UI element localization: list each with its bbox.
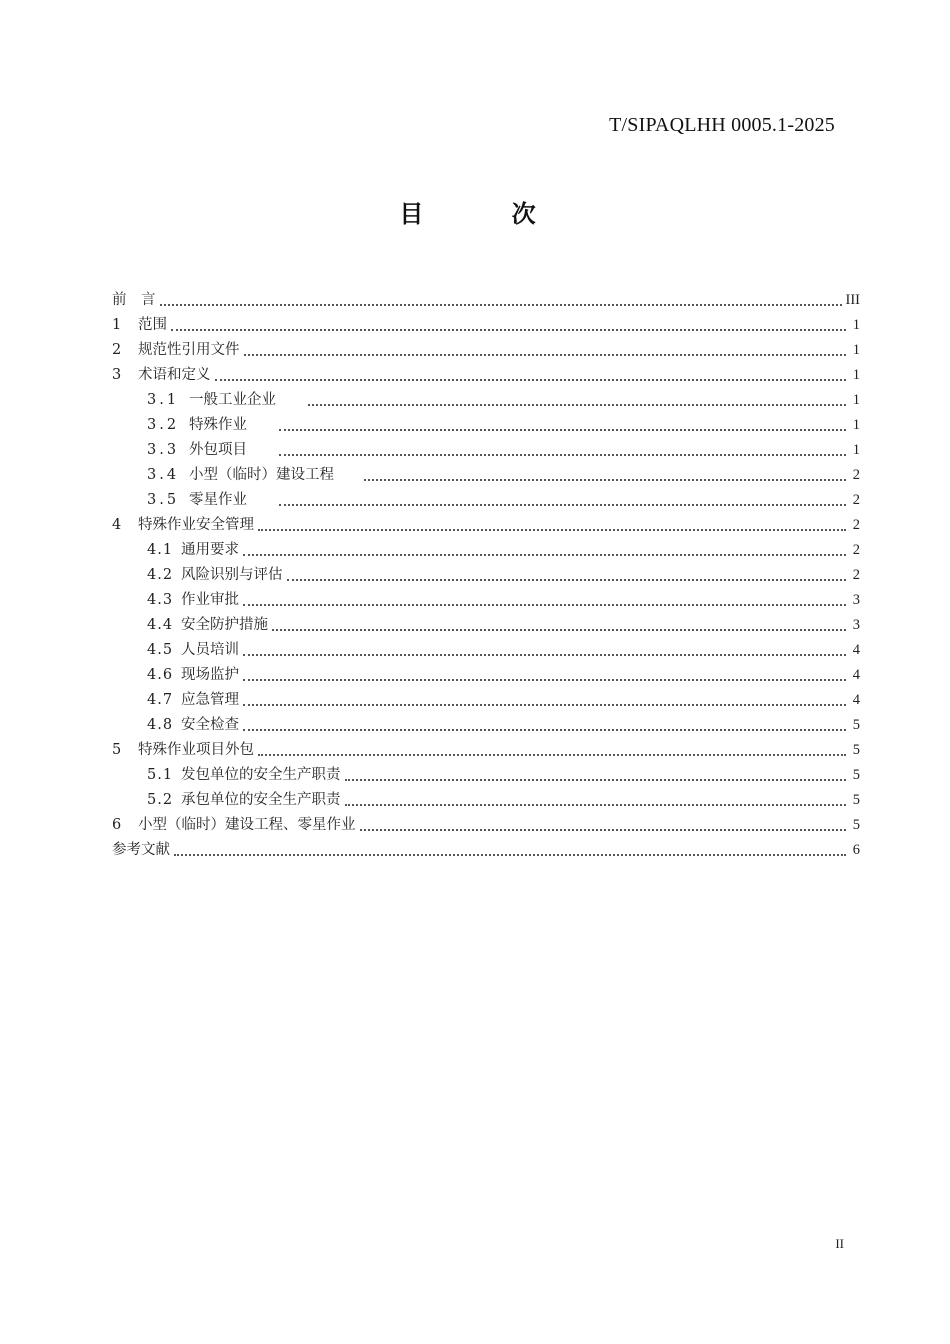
toc-entry-page: 2 (852, 517, 860, 533)
toc-entry-number: 2 (112, 342, 122, 358)
toc-dot-leader (364, 478, 846, 481)
toc-entry-page: 5 (852, 817, 860, 833)
toc-entry-number: 4.7 (147, 692, 174, 708)
toc-entry-label: 特殊作业项目外包 (138, 742, 254, 758)
toc-entry-page: 2 (852, 467, 860, 483)
page-number: II (835, 1236, 844, 1251)
toc-entry-label: 发包单位的安全生产职责 (181, 767, 341, 783)
toc-dot-leader (345, 803, 847, 806)
toc-entry[interactable] (112, 763, 860, 788)
toc-entry-label: 特殊作业 (189, 417, 247, 433)
toc-entry-label: 特殊作业安全管理 (138, 517, 254, 533)
toc-dot-leader (215, 378, 847, 381)
toc-dot-leader (360, 828, 847, 831)
toc-dot-leader (243, 678, 846, 681)
toc-entry-page: 5 (852, 792, 860, 808)
toc-entry-number: 4.5 (147, 642, 174, 658)
toc-entry[interactable] (112, 338, 860, 363)
toc-entry-number: 4.4 (147, 617, 174, 633)
toc-entry[interactable] (112, 288, 860, 313)
toc-dot-leader (174, 853, 846, 856)
toc-entry-page: 6 (852, 842, 860, 858)
toc-entry-label: 承包单位的安全生产职责 (181, 792, 341, 808)
toc-entry-number: 3.1 (147, 392, 180, 408)
toc-dot-leader (160, 303, 842, 306)
toc-entry-label: 小型（临时）建设工程 (189, 467, 334, 483)
toc-entry-number: 4.1 (147, 542, 174, 558)
toc-entry[interactable] (112, 713, 860, 738)
toc-entry-label: 范围 (138, 317, 167, 333)
toc-entry-page: 1 (852, 442, 860, 458)
document-code: T/SIPAQLHH 0005.1-2025 (609, 114, 835, 136)
toc-entry-label: 应急管理 (181, 692, 239, 708)
toc-entry-page: 5 (852, 767, 860, 783)
toc-dot-leader (243, 553, 846, 556)
toc-entry-number: 5 (112, 742, 122, 758)
toc-entry-page: 4 (852, 692, 860, 708)
toc-entry-label: 风险识别与评估 (181, 567, 283, 583)
toc-entry-label: 参考文献 (112, 842, 170, 858)
toc-entry[interactable] (112, 638, 860, 663)
toc-entry-number: 4.8 (147, 717, 174, 733)
toc-entry[interactable] (112, 438, 860, 463)
toc-entry[interactable] (112, 813, 860, 838)
toc-dot-leader (243, 653, 846, 656)
toc-dot-leader (258, 753, 846, 756)
toc-entry-label: 一般工业企业 (189, 392, 276, 408)
toc-entry-label: 安全防护措施 (181, 617, 268, 633)
toc-entry-number: 4.2 (147, 567, 174, 583)
toc-entry-number: 5.1 (147, 767, 174, 783)
toc-entry-number: 4.6 (147, 667, 174, 683)
toc-entry-number: 3.4 (147, 467, 180, 483)
toc-dot-leader (308, 403, 846, 406)
toc-entry[interactable] (112, 688, 860, 713)
toc-entry-number: 6 (112, 817, 122, 833)
toc-entry-number: 5.2 (147, 792, 174, 808)
toc-entry-label: 现场监护 (181, 667, 239, 683)
toc-entry-label: 小型（临时）建设工程、零星作业 (138, 817, 356, 833)
toc-entry-label: 安全检查 (181, 717, 239, 733)
toc-entry[interactable] (112, 563, 860, 588)
toc-entry[interactable] (112, 788, 860, 813)
toc-entry[interactable] (112, 388, 860, 413)
toc-entry[interactable] (112, 363, 860, 388)
toc-entry-number: 3.3 (147, 442, 180, 458)
toc-dot-leader (243, 728, 846, 731)
toc-dot-leader (171, 328, 846, 331)
toc-entry-page: 4 (852, 642, 860, 658)
toc-entry-number: 1 (112, 317, 122, 333)
toc-dot-leader (243, 703, 846, 706)
page-title: 目 次 (399, 200, 576, 228)
toc-entry[interactable] (112, 413, 860, 438)
toc-entry-page: 4 (852, 667, 860, 683)
table-of-contents (112, 288, 860, 863)
toc-dot-leader (279, 453, 846, 456)
toc-entry[interactable] (112, 613, 860, 638)
toc-entry-label: 人员培训 (181, 642, 239, 658)
toc-entry-label: 作业审批 (181, 592, 239, 608)
toc-entry-number: 3 (112, 367, 122, 383)
toc-entry-label: 规范性引用文件 (138, 342, 240, 358)
toc-dot-leader (279, 503, 846, 506)
toc-entry-label: 外包项目 (189, 442, 247, 458)
toc-dot-leader (244, 353, 847, 356)
toc-entry-page: 1 (852, 417, 860, 433)
toc-entry-page: 3 (852, 592, 860, 608)
toc-entry-page: 2 (852, 492, 860, 508)
toc-dot-leader (243, 603, 846, 606)
toc-dot-leader (272, 628, 846, 631)
toc-entry-page: 3 (852, 617, 860, 633)
toc-entry-label: 通用要求 (181, 542, 239, 558)
toc-entry-number: 3.2 (147, 417, 180, 433)
toc-dot-leader (345, 778, 847, 781)
toc-entry-number: 4 (112, 517, 122, 533)
toc-entry-label: 前 言 (112, 292, 156, 308)
toc-entry-label: 零星作业 (189, 492, 247, 508)
toc-entry[interactable] (112, 663, 860, 688)
toc-entry-page: 5 (852, 742, 860, 758)
toc-entry-page: 1 (852, 392, 860, 408)
toc-entry-page: 1 (852, 317, 860, 333)
toc-entry[interactable] (112, 513, 860, 538)
toc-entry[interactable] (112, 588, 860, 613)
toc-entry-page: 2 (852, 567, 860, 583)
toc-entry[interactable] (112, 838, 860, 863)
toc-entry[interactable] (112, 538, 860, 563)
toc-entry-page: 5 (852, 717, 860, 733)
toc-entry-number: 4.3 (147, 592, 174, 608)
toc-entry-page: 2 (852, 542, 860, 558)
toc-entry[interactable] (112, 463, 860, 488)
toc-entry-page: 1 (852, 342, 860, 358)
toc-entry[interactable] (112, 738, 860, 763)
toc-entry[interactable] (112, 313, 860, 338)
toc-entry-page: 1 (852, 367, 860, 383)
toc-dot-leader (279, 428, 846, 431)
toc-dot-leader (287, 578, 847, 581)
toc-entry[interactable] (112, 488, 860, 513)
toc-entry-label: 术语和定义 (138, 367, 211, 383)
toc-dot-leader (258, 528, 846, 531)
toc-entry-number: 3.5 (147, 492, 180, 508)
toc-entry-page: III (845, 292, 860, 308)
